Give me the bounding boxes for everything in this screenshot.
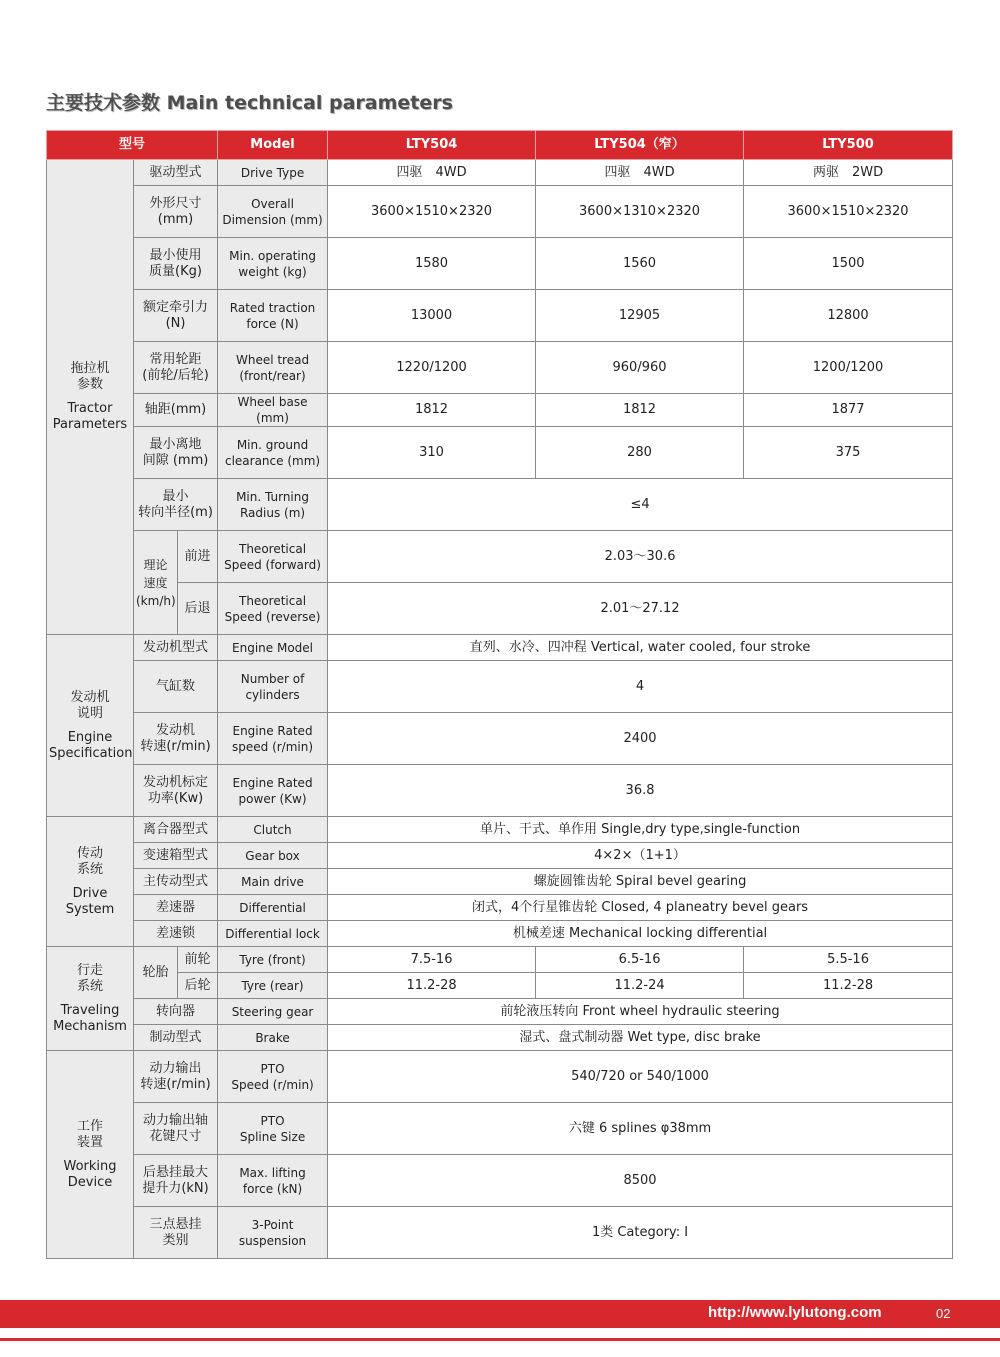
value-cell: 280 [536, 427, 744, 479]
table-row [47, 427, 953, 479]
param-en: Theoretical Speed (forward) [218, 531, 328, 583]
group-label-en: Working Device [63, 1158, 117, 1190]
param-en: Engine Rated speed (r/min) [218, 713, 328, 765]
table-row [47, 290, 953, 342]
value-cell: ≤4 [328, 479, 953, 531]
value-cell: 960/960 [536, 342, 744, 394]
param-en: Overall Dimension (mm) [218, 186, 328, 238]
group-label-cn: 行走 系统 [76, 962, 103, 994]
value-cell: 11.2-28 [328, 973, 536, 999]
param-en: Tyre (front) [218, 947, 328, 973]
header-model-en: Model [218, 131, 328, 160]
value-cell: 四驱 4WD [328, 160, 536, 186]
param-cn: 轮胎 [134, 947, 178, 999]
table-row [47, 479, 953, 531]
value-cell: 1类 Category: Ⅰ [328, 1207, 953, 1259]
param-en: PTO Spline Size [218, 1103, 328, 1155]
table-row [47, 635, 953, 661]
table-row [47, 238, 953, 290]
table-row [47, 160, 953, 186]
value-cell: 12905 [536, 290, 744, 342]
value-cell: 11.2-28 [744, 973, 953, 999]
group-label-cn: 传动 系统 [76, 845, 103, 877]
spec-table [46, 130, 953, 1259]
value-cell: 3600×1510×2320 [328, 186, 536, 238]
param-cn: 常用轮距 (前轮/后轮) [134, 342, 218, 394]
param-en: Min. ground clearance (mm) [218, 427, 328, 479]
table-row [47, 921, 953, 947]
value-cell: 2400 [328, 713, 953, 765]
param-en: Min. operating weight (kg) [218, 238, 328, 290]
group-label-cn: 工作 装置 [76, 1118, 103, 1150]
value-cell: 540/720 or 540/1000 [328, 1051, 953, 1103]
group-tractor [47, 160, 134, 635]
value-cell: 前轮液压转向 Front wheel hydraulic steering [328, 999, 953, 1025]
param-cn: 主传动型式 [134, 869, 218, 895]
value-cell: 直列、水冷、四冲程 Vertical, water cooled, four stroke [328, 635, 953, 661]
table-row [47, 1155, 953, 1207]
param-cn: 变速箱型式 [134, 843, 218, 869]
value-cell: 310 [328, 427, 536, 479]
param-cn: 离合器型式 [134, 817, 218, 843]
footer-divider [0, 1338, 1000, 1341]
header-model-2: LTY504（窄） [536, 131, 744, 160]
param-cn: 动力输出轴 花键尺寸 [134, 1103, 218, 1155]
param-en: Drive Type [218, 160, 328, 186]
param-en: Wheel base (mm) [218, 394, 328, 427]
value-cell: 375 [744, 427, 953, 479]
param-en: Number of cylinders [218, 661, 328, 713]
value-cell: 螺旋圆锥齿轮 Spiral bevel gearing [328, 869, 953, 895]
value-cell: 1220/1200 [328, 342, 536, 394]
param-en: Wheel tread (front/rear) [218, 342, 328, 394]
param-sub-cn: 前进 [178, 531, 218, 583]
param-sub-cn: 后退 [178, 583, 218, 635]
value-cell: 1500 [744, 238, 953, 290]
param-cn: 外形尺寸 (mm) [134, 186, 218, 238]
value-cell: 1812 [536, 394, 744, 427]
param-cn: 制动型式 [134, 1025, 218, 1051]
param-en: Differential [218, 895, 328, 921]
param-cn: 三点悬挂 类别 [134, 1207, 218, 1259]
value-cell: 11.2-24 [536, 973, 744, 999]
param-cn: 气缸数 [134, 661, 218, 713]
param-en: Engine Rated power (Kw) [218, 765, 328, 817]
param-cn: 轴距(mm) [134, 394, 218, 427]
group-label-en: Drive System [65, 885, 115, 917]
value-cell: 12800 [744, 290, 953, 342]
param-en: Main drive [218, 869, 328, 895]
value-cell: 2.01～27.12 [328, 583, 953, 635]
table-row [47, 843, 953, 869]
group-label-cn: 发动机 说明 [70, 689, 110, 721]
param-cn: 差速锁 [134, 921, 218, 947]
param-en: Min. Turning Radius (m) [218, 479, 328, 531]
param-cn: 最小离地 间隙 (mm) [134, 427, 218, 479]
table-row [47, 713, 953, 765]
table-row [47, 765, 953, 817]
table-row [47, 186, 953, 238]
page-number: 02 [936, 1306, 951, 1321]
header-model-cn: 型号 [47, 131, 218, 160]
param-sub-cn: 前轮 [178, 947, 218, 973]
param-cn: 差速器 [134, 895, 218, 921]
group-label-en: Engine Specification [49, 729, 133, 761]
group-work [47, 1051, 134, 1259]
value-cell: 1877 [744, 394, 953, 427]
table-row [47, 973, 953, 999]
table-row [47, 1207, 953, 1259]
value-cell: 单片、干式、单作用 Single,dry type,single-function [328, 817, 953, 843]
param-cn: 转向器 [134, 999, 218, 1025]
value-cell: 机械差速 Mechanical locking differential [328, 921, 953, 947]
group-label-cn: 拖拉机 参数 [70, 361, 110, 392]
value-cell: 7.5-16 [328, 947, 536, 973]
param-en: Tyre (rear) [218, 973, 328, 999]
param-en: Clutch [218, 817, 328, 843]
value-cell: 四驱 4WD [536, 160, 744, 186]
table-row [47, 895, 953, 921]
param-cn: 理论 速度 (km/h) [134, 531, 178, 635]
param-cn: 驱动型式 [134, 160, 218, 186]
value-cell: 1560 [536, 238, 744, 290]
page-title: 主要技术参数 Main technical parameters [46, 92, 453, 114]
table-row [47, 869, 953, 895]
param-cn: 后悬挂最大 提升力(kN) [134, 1155, 218, 1207]
table-row [47, 1103, 953, 1155]
group-drive [47, 817, 134, 947]
value-cell: 36.8 [328, 765, 953, 817]
value-cell: 4 [328, 661, 953, 713]
param-cn: 发动机标定 功率(Kw) [134, 765, 218, 817]
param-sub-cn: 后轮 [178, 973, 218, 999]
table-row [47, 342, 953, 394]
value-cell: 5.5-16 [744, 947, 953, 973]
param-en: 3-Point suspension [218, 1207, 328, 1259]
table-row [47, 394, 953, 427]
table-row [47, 583, 953, 635]
param-en: Gear box [218, 843, 328, 869]
param-cn: 额定牵引力 (N) [134, 290, 218, 342]
value-cell: 3600×1310×2320 [536, 186, 744, 238]
table-row [47, 531, 953, 583]
group-travel [47, 947, 134, 1051]
value-cell: 8500 [328, 1155, 953, 1207]
header-model-1: LTY504 [328, 131, 536, 160]
param-cn: 最小 转向半径(m) [134, 479, 218, 531]
param-en: Max. lifting force (kN) [218, 1155, 328, 1207]
website-link[interactable]: http://www.lylutong.com [708, 1304, 882, 1321]
value-cell: 1200/1200 [744, 342, 953, 394]
param-cn: 发动机 转速(r/min) [134, 713, 218, 765]
value-cell: 1580 [328, 238, 536, 290]
value-cell: 3600×1510×2320 [744, 186, 953, 238]
table-row [47, 999, 953, 1025]
value-cell: 2.03～30.6 [328, 531, 953, 583]
param-en: Engine Model [218, 635, 328, 661]
table-row [47, 1025, 953, 1051]
param-cn: 发动机型式 [134, 635, 218, 661]
param-cn: 动力输出 转速(r/min) [134, 1051, 218, 1103]
value-cell: 两驱 2WD [744, 160, 953, 186]
param-cn: 最小使用 质量(Kg) [134, 238, 218, 290]
value-cell: 1812 [328, 394, 536, 427]
param-en: Differential lock [218, 921, 328, 947]
value-cell: 闭式，4个行星锥齿轮 Closed, 4 planeatry bevel gears [328, 895, 953, 921]
table-row [47, 1051, 953, 1103]
param-en: Theoretical Speed (reverse) [218, 583, 328, 635]
param-en: Rated traction force (N) [218, 290, 328, 342]
group-engine [47, 635, 134, 817]
header-model-3: LTY500 [744, 131, 953, 160]
value-cell: 湿式、盘式制动器 Wet type, disc brake [328, 1025, 953, 1051]
value-cell: 13000 [328, 290, 536, 342]
group-label-en: Traveling Mechanism [53, 1002, 127, 1034]
table-row [47, 661, 953, 713]
group-label-en: Tractor Parameters [52, 401, 128, 432]
table-row [47, 817, 953, 843]
value-cell: 6.5-16 [536, 947, 744, 973]
value-cell: 4×2×（1+1） [328, 843, 953, 869]
value-cell: 六键 6 splines φ38mm [328, 1103, 953, 1155]
table-header-row [47, 131, 953, 160]
param-en: PTO Speed (r/min) [218, 1051, 328, 1103]
param-en: Brake [218, 1025, 328, 1051]
param-en: Steering gear [218, 999, 328, 1025]
table-row [47, 947, 953, 973]
